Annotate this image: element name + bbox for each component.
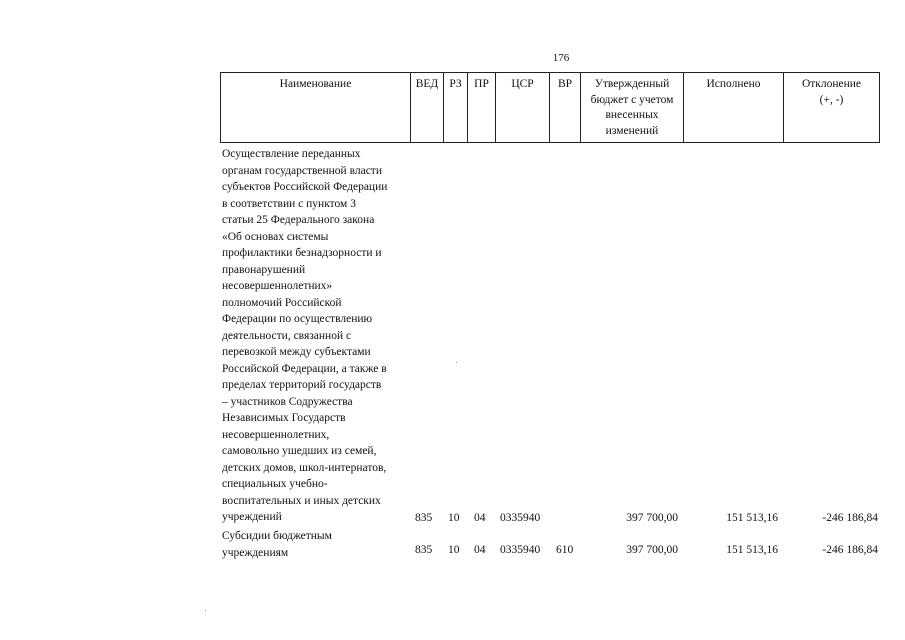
row-2-deviation: -246 186,84 — [822, 544, 878, 556]
row-1-name: Осуществление переданных органам государственной власти субъектов Российской Федерации в соответствии с пунктом 3 статьи 25 Федерального закона «Об основах системы профилактики безнадзорности и правонарушений несовершеннолетних» полномочий Российской Федерации по осуществлению деятельности, связанной с перевозкой между субъектами Российской Федерации, а также в пределах территорий государств – участников Содружества Независимых Государств несовершеннолетних, самовольно ушедших из семей, детских домов, школ-интернатов, специальных учебно- воспитательных и иных детских учреждений — [222, 148, 388, 523]
row-2-csr: 0335940 — [500, 544, 541, 556]
header-pr: ПР — [474, 78, 489, 90]
row-2-executed: 151 513,16 — [726, 544, 778, 556]
row-1-executed: 151 513,16 — [726, 512, 778, 524]
scan-speck — [456, 362, 457, 363]
page-number: 176 — [552, 52, 570, 64]
header-executed: Исполнено — [706, 78, 761, 90]
header-rz: РЗ — [449, 78, 462, 90]
row-2-approved: 397 700,00 — [626, 544, 678, 556]
row-2-ved: 835 — [415, 544, 433, 556]
header-approved: Утвержденный бюджет с учетом внесенных изменений — [590, 78, 674, 137]
scan-speck — [205, 610, 206, 611]
header-csr: ЦСР — [511, 78, 534, 90]
header-deviation: Отклонение (+, -) — [801, 78, 862, 106]
header-ved: ВЕД — [415, 78, 439, 90]
row-1-ved: 835 — [415, 512, 433, 524]
row-1-approved: 397 700,00 — [626, 512, 678, 524]
row-2-rz: 10 — [448, 544, 460, 556]
row-2-pr: 04 — [474, 544, 486, 556]
row-1-deviation: -246 186,84 — [822, 512, 878, 524]
row-2-vr: 610 — [556, 544, 574, 556]
row-1-rz: 10 — [448, 512, 460, 524]
header-name: Наименование — [279, 78, 352, 90]
row-1-pr: 04 — [474, 512, 486, 524]
row-1-csr: 0335940 — [500, 512, 541, 524]
header-vr: ВР — [557, 78, 573, 90]
row-2-name: Субсидии бюджетным учреждениям — [222, 530, 332, 559]
